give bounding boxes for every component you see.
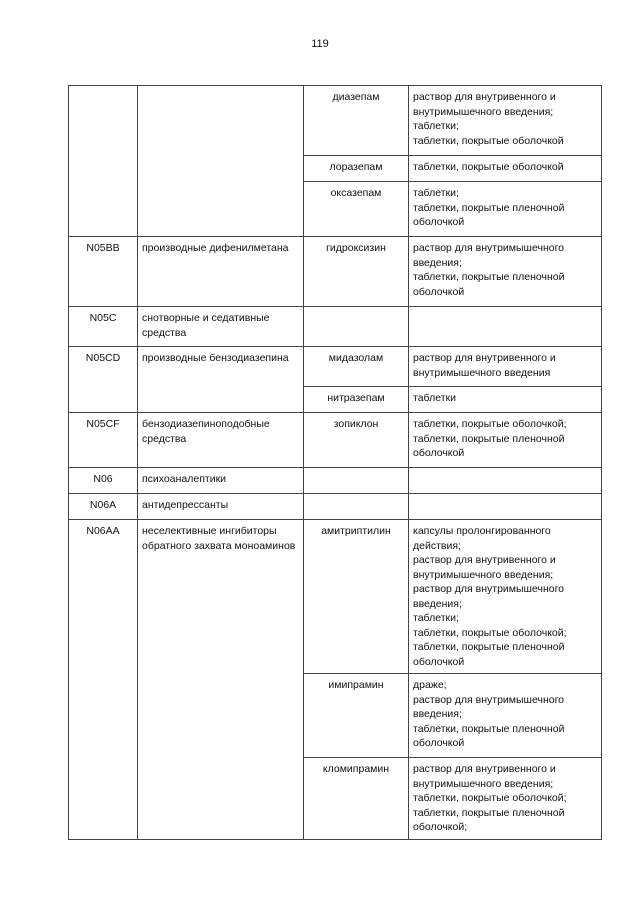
dosage-form-line: таблетки, покрытые пленочной bbox=[413, 271, 565, 283]
drug-name-cell: кломипрамин bbox=[304, 758, 409, 840]
dosage-form-line: оболочкой bbox=[413, 737, 465, 749]
pharmacological-group-cell: антидепрессанты bbox=[138, 494, 304, 520]
table-row bbox=[69, 387, 602, 413]
dosage-form-line: драже; bbox=[413, 679, 447, 691]
dosage-form-line: таблетки, покрытые пленочной bbox=[413, 641, 565, 653]
table-row bbox=[69, 156, 602, 182]
pharmacological-group-cell: снотворные и седативные средства bbox=[138, 307, 304, 347]
atc-code-cell bbox=[69, 387, 138, 413]
dosage-form-line: таблетки, покрытые оболочкой bbox=[413, 134, 564, 147]
dosage-form-line: раствор для внутримышечного bbox=[413, 583, 565, 595]
dosage-form-line: таблетки, покрытые оболочкой bbox=[413, 161, 564, 173]
dosage-form-line: введения; bbox=[413, 256, 462, 269]
atc-code-cell: N05CF bbox=[69, 413, 138, 468]
dosage-form-line: таблетки; bbox=[413, 187, 459, 199]
dosage-form-line: таблетки; bbox=[413, 120, 459, 132]
pharmacological-group-cell bbox=[138, 86, 304, 156]
dosage-forms-cell bbox=[409, 468, 602, 494]
dosage-forms-cell bbox=[409, 387, 602, 413]
atc-code-cell bbox=[69, 182, 138, 237]
table-row bbox=[69, 674, 602, 758]
dosage-forms-cell bbox=[409, 347, 602, 387]
dosage-form-line: таблетки, покрытые оболочкой; bbox=[413, 418, 567, 430]
dosage-form-line: внутримышечного введения; bbox=[413, 777, 554, 790]
dosage-form-line: раствор для внутривенного и bbox=[413, 352, 556, 364]
dosage-forms-cell bbox=[409, 182, 602, 237]
atc-code-cell: N06AA bbox=[69, 520, 138, 674]
atc-code-cell: N06 bbox=[69, 468, 138, 494]
atc-code-cell: N05C bbox=[69, 307, 138, 347]
dosage-form-line: таблетки, покрытые оболочкой; bbox=[413, 626, 567, 639]
atc-code-cell: N06A bbox=[69, 494, 138, 520]
table-row bbox=[69, 413, 602, 468]
table-row bbox=[69, 494, 602, 520]
table-row bbox=[69, 182, 602, 237]
dosage-forms-cell bbox=[409, 86, 602, 156]
dosage-forms-cell bbox=[409, 237, 602, 307]
drug-name-cell bbox=[304, 468, 409, 494]
atc-code-cell: N05CD bbox=[69, 347, 138, 387]
drug-name-cell: гидроксизин bbox=[304, 237, 409, 307]
drug-name-cell: амитриптилин bbox=[304, 520, 409, 674]
dosage-forms-cell bbox=[409, 674, 602, 758]
drug-name-cell: диазепам bbox=[304, 86, 409, 156]
dosage-form-line: раствор для внутримышечного bbox=[413, 242, 565, 254]
pharmacological-group-cell bbox=[138, 156, 304, 182]
atc-code-cell bbox=[69, 758, 138, 840]
dosage-form-line: таблетки, покрытые пленочной bbox=[413, 432, 565, 445]
dosage-form-line: таблетки, покрытые пленочной bbox=[413, 806, 565, 819]
dosage-form-line: таблетки, покрытые оболочкой; bbox=[413, 792, 567, 804]
dosage-form-line: оболочкой bbox=[413, 285, 465, 298]
dosage-form-line: введения; bbox=[413, 708, 462, 720]
atc-code-cell bbox=[69, 674, 138, 758]
pharmacological-group-cell: бензодиазепиноподобные средства bbox=[138, 413, 304, 468]
pharmacological-group-cell: производные бензодиазепина bbox=[138, 347, 304, 387]
drug-name-cell: оксазепам bbox=[304, 182, 409, 237]
table-row bbox=[69, 758, 602, 840]
dosage-forms-cell bbox=[409, 494, 602, 520]
pharmacological-group-cell bbox=[138, 387, 304, 413]
atc-code-cell bbox=[69, 86, 138, 156]
dosage-form-line: таблетки; bbox=[413, 612, 459, 624]
drug-name-cell: имипрамин bbox=[304, 674, 409, 758]
dosage-forms-cell bbox=[409, 413, 602, 468]
page-number: 119 bbox=[311, 38, 329, 50]
dosage-forms-cell bbox=[409, 156, 602, 182]
dosage-forms-cell bbox=[409, 520, 602, 674]
dosage-form-line: действия; bbox=[413, 539, 461, 552]
dosage-form-line: введения; bbox=[413, 597, 462, 610]
dosage-form-line: раствор для внутривенного и bbox=[413, 763, 556, 775]
dosage-forms-cell bbox=[409, 758, 602, 840]
dosage-form-line: оболочкой bbox=[413, 447, 465, 459]
dosage-form-line: раствор для внутримышечного bbox=[413, 693, 565, 706]
table-row bbox=[69, 468, 602, 494]
drug-classification-table bbox=[68, 85, 602, 840]
table-row bbox=[69, 520, 602, 674]
dosage-form-line: таблетки bbox=[413, 392, 456, 404]
dosage-form-line: внутримышечного введения; bbox=[413, 568, 554, 581]
table-row bbox=[69, 307, 602, 347]
drug-name-cell bbox=[304, 494, 409, 520]
pharmacological-group-cell bbox=[138, 674, 304, 758]
pharmacological-group-cell bbox=[138, 182, 304, 237]
dosage-form-line: оболочкой bbox=[413, 655, 465, 668]
dosage-form-line: внутримышечного введения bbox=[413, 366, 551, 379]
drug-name-cell: лоразепам bbox=[304, 156, 409, 182]
drug-name-cell: нитразепам bbox=[304, 387, 409, 413]
dosage-form-line: раствор для внутривенного и bbox=[413, 91, 556, 103]
pharmacological-group-cell: производные дифенилметана bbox=[138, 237, 304, 307]
dosage-form-line: внутримышечного введения; bbox=[413, 105, 554, 118]
drug-name-cell bbox=[304, 307, 409, 347]
dosage-form-line: таблетки, покрытые пленочной bbox=[413, 722, 565, 735]
atc-code-cell bbox=[69, 156, 138, 182]
pharmacological-group-cell: психоаналептики bbox=[138, 468, 304, 494]
table-row bbox=[69, 347, 602, 387]
atc-code-cell: N05BB bbox=[69, 237, 138, 307]
table-row bbox=[69, 237, 602, 307]
drug-name-cell: мидазолам bbox=[304, 347, 409, 387]
dosage-form-line: раствор для внутривенного и bbox=[413, 554, 556, 566]
dosage-forms-cell bbox=[409, 307, 602, 347]
pharmacological-group-cell: неселективные ингибиторы обратного захвата моноаминов bbox=[138, 520, 304, 674]
dosage-form-line: оболочкой; bbox=[413, 821, 468, 833]
dosage-form-line: таблетки, покрытые пленочной bbox=[413, 201, 565, 214]
drug-name-cell: зопиклон bbox=[304, 413, 409, 468]
pharmacological-group-cell bbox=[138, 758, 304, 840]
table-row bbox=[69, 86, 602, 156]
dosage-form-line: капсулы пролонгированного bbox=[413, 525, 551, 537]
dosage-form-line: оболочкой bbox=[413, 216, 465, 228]
